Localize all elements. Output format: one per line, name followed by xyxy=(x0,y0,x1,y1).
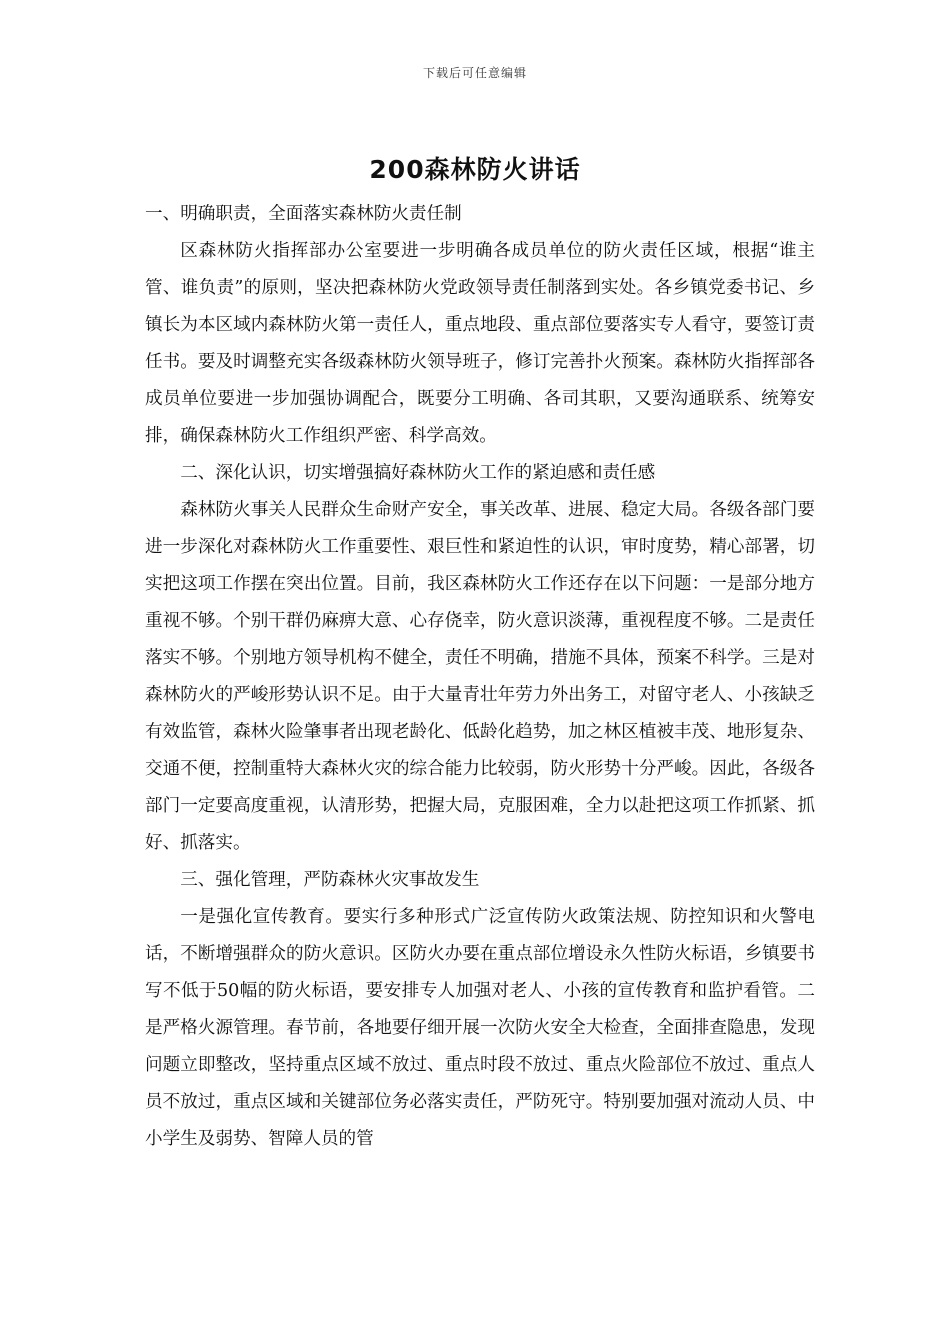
paragraph-3: 一是强化宣传教育。要实行多种形式广泛宣传防火政策法规、防控知识和火警电话，不断增强群众的防火意识。区防火办要在重点部位增设永久性防火标语，乡镇要书写不低于50幅的防火标语，要安排专人加强对老人、小孩的宣传教育和监护看管。二是严格火源管理。春节前，各地要仔细开展一次防火安全大检查，全面排查隐患，发现问题立即整改，坚持重点区域不放过、重点时段不放过、重点火险部位不放过、重点人员不放过，重点区域和关键部位务必落实责任，严防死守。特别要加强对流动人员、中小学生及弱势、智障人员的管 xyxy=(145,907,815,1149)
header-note: 下载后可任意编辑 xyxy=(422,66,527,80)
section-heading-3: 三、强化管理，严防森林火灾事故发生 xyxy=(180,870,480,890)
paragraph-1: 区森林防火指挥部办公室要进一步明确各成员单位的防火责任区域，根据“谁主管、谁负责”的原则，坚决把森林防火党政领导责任制落到实处。各乡镇党委书记、乡镇长为本区域内森林防火第一责任人，重点地段、重点部位要落实专人看守，要签订责任书。要及时调整充实各级森林防火领导班子，修订完善扑火预案。森林防火指挥部各成员单位要进一步加强协调配合，既要分工明确、各司其职，又要沟通联系、统筹安排，确保森林防火工作组织严密、科学高效。 xyxy=(145,241,815,446)
document-body xyxy=(145,196,815,1158)
paragraph-2: 森林防火事关人民群众生命财产安全，事关改革、进展、稳定大局。各级各部门要进一步深化对森林防火工作重要性、艰巨性和紧迫性的认识，审时度势，精心部署，切实把这项工作摆在突出位置。目前，我区森林防火工作还存在以下问题：一是部分地方重视不够。个别干群仍麻痹大意、心存侥幸，防火意识淡薄，重视程度不够。二是责任落实不够。个别地方领导机构不健全，责任不明确，措施不具体，预案不科学。三是对森林防火的严峻形势认识不足。由于大量青壮年劳力外出务工，对留守老人、小孩缺乏有效监管，森林火险肇事者出现老龄化、低龄化趋势，加之林区植被丰茂、地形复杂、交通不便，控制重特大森林火灾的综合能力比较弱，防火形势十分严峻。因此，各级各部门一定要高度重视，认清形势，把握大局，克服困难，全力以赴把这项工作抓紧、抓好、抓落实。 xyxy=(145,500,815,853)
section-heading-2: 二、深化认识，切实增强搞好森林防火工作的紧迫感和责任感 xyxy=(180,463,656,483)
section-heading-1: 一、明确职责，全面落实森林防火责任制 xyxy=(145,204,462,224)
document-title: 200森林防火讲话 xyxy=(369,155,581,184)
